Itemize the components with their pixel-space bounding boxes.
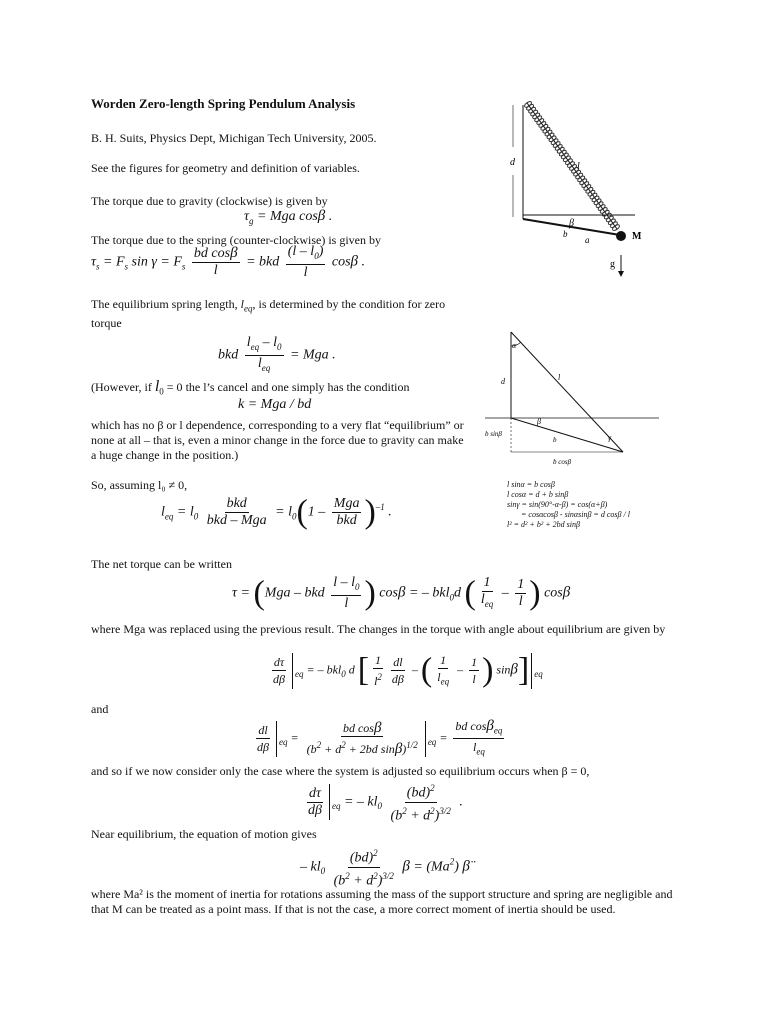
- label-b: b: [563, 229, 568, 239]
- spring-coil: [524, 100, 621, 231]
- label-mass: M: [632, 231, 642, 242]
- eq-motion: – $kl_0$ $\frac{(bd)^2}{(b^2 + d^2)^{3/2}}$ $\beta = (Ma^2)$ β̈: [300, 845, 470, 889]
- label-d: d: [510, 157, 515, 168]
- eq-dtau-dbeta: $\frac{d\tau}{d\beta}$ $_{eq}$ = – bkl$_0$ d [ $\frac{1}{l^2}$ $\frac{dl}{d\beta}$ – ( $\frac{1}{l_{eq}}$ – $\frac{1}{l}$ ) sinβ] $_{eq}$: [273, 651, 543, 689]
- label-gravity: g: [610, 259, 615, 270]
- note-line: l sinα = b cosβ: [507, 480, 555, 489]
- gravity-arrow-head: [618, 271, 624, 277]
- paragraph-however: (However, if $l_0 = 0$ the l’s cancel and one simply has the condition: [91, 378, 410, 397]
- label-gamma: γ: [608, 433, 612, 442]
- paragraph-near-equilibrium: Near equilibrium, the equation of motion gives: [91, 827, 317, 841]
- note-line: l² = d² + b² + 2bd sinβ: [507, 520, 580, 529]
- mass-bob: [616, 231, 626, 241]
- side-b: [511, 418, 623, 452]
- eq-dl-dbeta: $\frac{dl}{d\beta}$ $_{eq}$ = $\frac{\text{bd cosβ}}{(b^2 + d^2 + 2bd \sin\beta)^{1/2}}$ $_{eq}$ = $\frac{bd \cos\beta_{eq}}{l_{eq}}$: [257, 718, 503, 758]
- eq-gravity-torque: $\tau_g$ = Mga cosβ .: [244, 208, 333, 226]
- paragraph-spring: The torque due to the spring (counter-clockwise) is given by: [91, 233, 382, 247]
- eq-zero-torque: bkd $\frac{l_{eq} - l_0}{l_{eq}}$ = Mga .: [218, 335, 336, 373]
- paragraph-intro: See the figures for geometry and definition of variables.: [91, 161, 360, 175]
- label-beta: β: [569, 218, 574, 229]
- note-line: l cosα = d + b sinβ: [507, 490, 569, 499]
- eq-spring-torque: $\tau_s = F_s$ $\sin \gamma = F_s$ $\frac{\text{bd cosβ}}{l}$ = bkd $\frac{(l - l_0)}{l}$ cosβ .: [91, 244, 366, 280]
- paragraph-assuming: So, assuming l₀ ≠ 0,: [91, 478, 188, 492]
- paragraph-flat-equilibrium: which has no β or l dependence, corresponding to a very flat “equilibrium” or none at all – that is, even a minor change in the force due to gravity can make a huge change in the position.): [91, 418, 464, 462]
- figure-geometry: [483, 330, 673, 470]
- figure-pendulum: [505, 95, 675, 285]
- paragraph-moment-of-inertia: where Ma² is the moment of inertia for rotations assuming the mass of the support structure and spring are negligible and that M can be treated as a point mass. If that is not the case, a more correct moment of inertia should be used.: [91, 887, 673, 916]
- label-l: l: [558, 373, 561, 382]
- author-line: B. H. Suits, Physics Dept, Michigan Tech University, 2005.: [91, 131, 377, 145]
- paragraph-where-mga: where Mga was replaced using the previous result. The changes in the torque with angle about equilibrium are given by: [91, 622, 666, 636]
- label-b: b: [553, 436, 557, 444]
- label-l: l: [577, 161, 580, 172]
- paragraph-gravity: The torque due to gravity (clockwise) is given by: [91, 194, 328, 208]
- paragraph-consider: and so if we now consider only the case where the system is adjusted so equilibrium occurs when β = 0,: [91, 764, 590, 778]
- page-title: Worden Zero-length Spring Pendulum Analysis: [91, 96, 356, 111]
- geometry-notes: [507, 480, 630, 530]
- note-line: sinγ = sin(90°-α-β) = cos(α+β): [507, 500, 608, 509]
- label-d: d: [501, 377, 505, 386]
- note-line: = cosαcosβ - sinαsinβ = d cosβ / l: [521, 510, 630, 519]
- eq-leq: $l_{eq} = l_0$ $\frac{\text{bkd}}{\text{bkd – Mga}}$ = $l_0(1$ – $\frac{\text{Mga}}{\text{bkd}}$ )$^{-1}$ .: [161, 493, 392, 531]
- side-l: [511, 332, 623, 452]
- eq-condition: k = Mga / bd: [238, 397, 312, 412]
- paragraph-and: and: [91, 702, 109, 716]
- eq-dtau-simplified: $\frac{d\tau}{d\beta}$ $_{eq}$ = – $kl_0$ $\frac{(bd)^2}{(b^2 + d^2)^{3/2}}$ .: [303, 780, 463, 824]
- label-a: a: [585, 235, 590, 245]
- label-alpha: α: [512, 341, 517, 350]
- eq-net-torque: τ = (Mga – bkd $\frac{l - l_0}{l}$ ) cosβ = – bkl$_0$d ( $\frac{1}{l_{eq}}$ – $\frac{1}{l}$ ) cosβ: [232, 574, 571, 612]
- label-b-sin-beta: b sinβ: [485, 430, 502, 438]
- label-beta: β: [537, 417, 541, 426]
- paragraph-net-torque: The net torque can be written: [91, 557, 232, 571]
- paragraph-equilibrium: The equilibrium spring length, $l_{eq}$, is determined by the condition for zero torque: [91, 297, 446, 331]
- label-b-cos-beta: b cosβ: [553, 458, 572, 466]
